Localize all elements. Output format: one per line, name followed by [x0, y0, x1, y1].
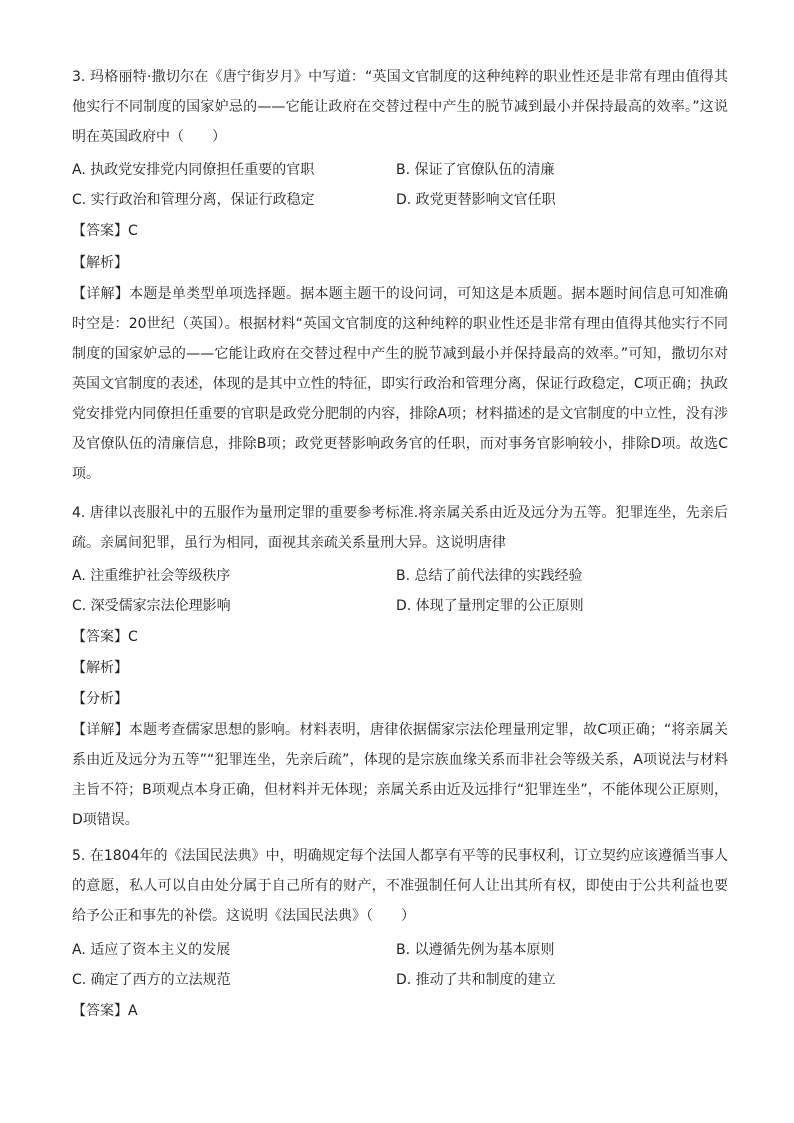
question-3-stem: 3. 玛格丽特·撒切尔在《唐宁街岁月》中写道：“英国文官制度的这种纯粹的职业性还是非常有理由值得其他实行不同制度的国家妒忌的——它能让政府在交替过程中产生的脱节减到最小并保持最高的效率。”这说明在英国政府中（ ） — [72, 69, 728, 145]
question-5-stem: 5. 在1804年的《法国民法典》中，明确规定每个法国人都享有平等的民事权利，订立契约应该遵循当事人的意愿，私人可以自由处分属于自己所有的财产，不准强制任何人让出其所有权，即使由于公共利益也要给予公正和事先的补偿。这说明《法国民法典》（ ） — [72, 848, 728, 924]
option-b: B. 总结了前代法律的实践经验 — [396, 568, 583, 584]
option-a: A. 注重维护社会等级秩序 — [72, 568, 231, 584]
option-d: D. 政党更替影响文官任职 — [396, 192, 556, 208]
question-5-options — [72, 935, 728, 995]
option-c: C. 确定了西方的立法规范 — [72, 972, 231, 988]
option-b: B. 以遵循先例为基本原则 — [396, 942, 555, 958]
option-a: A. 执政党安排党内同僚担任重要的官职 — [72, 162, 315, 178]
answer-label: 【答案】C — [72, 629, 138, 645]
option-c: C. 实行政治和管理分离，保证行政稳定 — [72, 192, 315, 208]
question-3-detail: 【详解】本题是单类型单项选择题。据本题主题干的设问词，可知这是本质题。据本题时间信息可知准确时空是：20世纪（英国）。根据材料“英国文官制度的这种纯粹的职业性还是非常有理由值得其他实行不同制度的国家妒忌的——它能让政府在交替过程中产生的脱节减到最小并保持最高的效率。”可知，撒切尔对英国文官制度的表述，体现的是其中立性的特征，即实行政治和管理分离，保证行政稳定，C项正确；执政党安排党内同僚担任重要的官职是政党分肥制的内容，排除A项；材料描述的是文官制度的中立性，没有涉及官僚队伍的清廉信息，排除B项；政党更替影响政务官的任职，而对事务官影响较小，排除D项。故选C项。 — [72, 286, 728, 482]
option-c: C. 深受儒家宗法伦理影响 — [72, 598, 231, 614]
option-a: A. 适应了资本主义的发展 — [72, 942, 231, 958]
question-4-detail: 【详解】本题考查儒家思想的影响。材料表明，唐律依据儒家宗法伦理量刑定罪，故C项正确；“将亲属关系由近及远分为五等”“犯罪连坐，先亲后疏”，体现的是宗族血缘关系而非社会等级关系，A项说法与材料主旨不符；B项观点本身正确，但材料并无体现；亲属关系由近及远排行“犯罪连坐”，不能体现公正原则，D项错误。 — [72, 722, 728, 828]
option-d: D. 体现了量刑定罪的公正原则 — [396, 598, 584, 614]
fenxi-label: 【分析】 — [72, 691, 128, 707]
option-b: B. 保证了官僚队伍的清廉 — [396, 162, 555, 178]
analysis-label: 【解析】 — [72, 255, 128, 271]
option-d: D. 推动了共和制度的建立 — [396, 972, 556, 988]
question-3-options — [72, 155, 728, 215]
question-4-options — [72, 561, 728, 621]
answer-label: 【答案】C — [72, 223, 138, 239]
answer-label: 【答案】A — [72, 1003, 138, 1019]
question-4-stem: 4. 唐律以丧服礼中的五服作为量刑定罪的重要参考标准.将亲属关系由近及远分为五等。犯罪连坐，先亲后疏。亲属间犯罪，虽行为相同，面视其亲疏关系量刑大异。这说明唐律 — [72, 505, 728, 551]
analysis-label: 【解析】 — [72, 660, 128, 676]
